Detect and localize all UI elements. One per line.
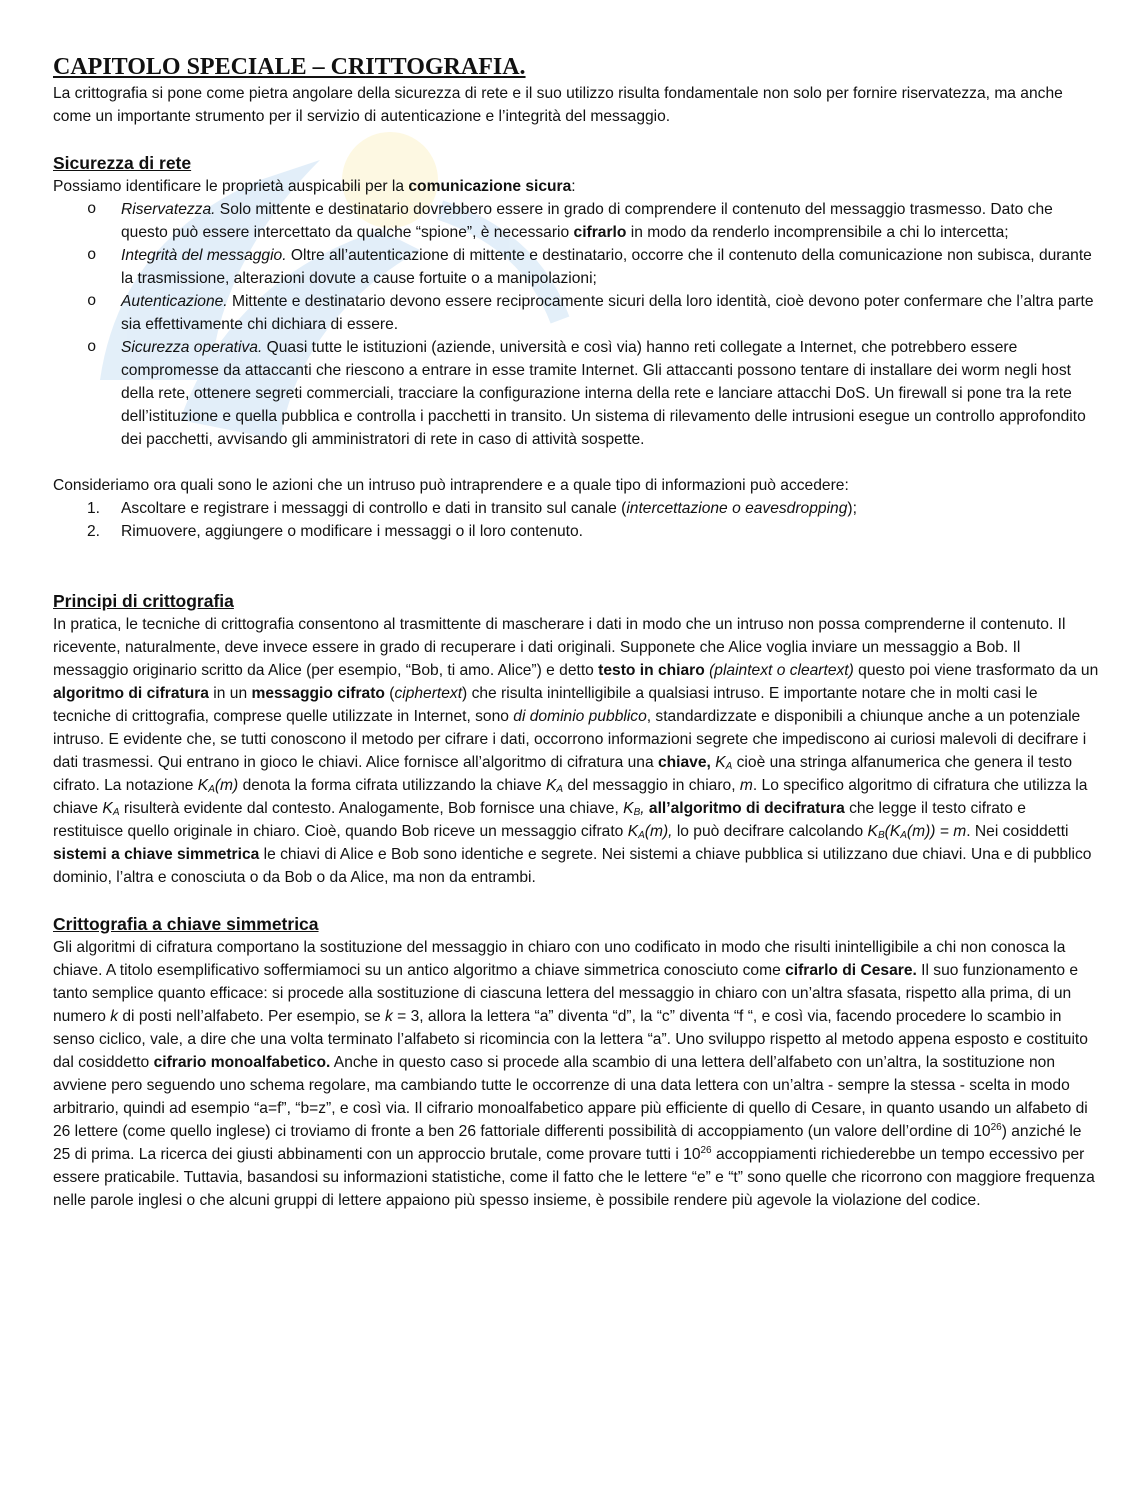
list-item-riservatezza: o Riservatezza. Solo mittente e destinatario dovrebbero essere in grado di comprendere il contenuto del messaggio trasmesso. Dato che questo può essere intercettato da qualche “spione”, è necessario cifrarlo in modo da renderlo incomprensibile a chi lo intercetta; xyxy=(53,198,1099,244)
heading-crittografia-chiave-simmetrica: Crittografia a chiave simmetrica xyxy=(53,914,319,934)
list-item-sicurezza-operativa: o Sicurezza operativa. Quasi tutte le istituzioni (aziende, università e così via) hanno reti collegate a Internet, che potrebbero essere compromesse da attaccanti che riescono a entrare in esse tramite Internet. Gli attaccanti possono tentare di installare dei worm negli host della rete, ottenere segreti commerciali, tracciare la configurazione interna della rete e lanciare attacchi DoS. Un firewall si pone tra la rete dell’istituzione e quella pubblica e controlla i pacchetti in transito. Un sistema di rilevamento delle intrusioni esegue un controllo approfondito dei pacchetti, avvisando gli amministratori di rete in caso di attività sospette. xyxy=(53,336,1099,451)
heading-sicurezza-di-rete: Sicurezza di rete xyxy=(53,153,192,173)
page-title: CAPITOLO SPECIALE – CRITTOGRAFIA. xyxy=(53,54,526,80)
list-item-autenticazione: o Autenticazione. Mittente e destinatario devono essere reciprocamente sicuri della loro identità, cioè devono poter confermare che l’altra parte sia effettivamente chi dichiara di essere. xyxy=(53,290,1099,336)
principles-paragraph: In pratica, le tecniche di crittografia consentono al trasmittente di mascherare i dati in modo che un intruso non possa comprenderne il contenuto. Il ricevente, naturalmente, deve invece essere in grado di recuperare i dati originali. Supponete che Alice voglia inviare un messaggio a Bob. Il messaggio originario scritto da Alice (per esempio, “Bob, ti amo. Alice”) e detto testo in chiaro (plaintext o cleartext) questo poi viene trasformato da un algoritmo di cifratura in un messaggio cifrato (ciphertext) che risulta inintelligibile a qualsiasi intruso. E importante notare che in molti casi le tecniche di crittografia, comprese quelle utilizzate in Internet, sono di dominio pubblico, standardizzate e disponibili a chiunque anche a un potenziale intruso. E evidente che, se tutti conoscono il metodo per cifrare i dati, occorrono informazioni segrete che impediscono ai curiosi malevoli di decifrare i dati trasmessi. Qui entrano in gioco le chiavi. Alice fornisce all’algoritmo di cifratura una chiave, $K_A$ cioè una stringa alfanumerica che genera il testo cifrato. La notazione $K_A(m)$ denota la forma cifrata utilizzando la chiave $K_A$ del messaggio in chiaro, m. Lo specifico algoritmo di cifratura che utilizza la chiave $K_A$ risulterà evidente dal contesto. Analogamente, Bob fornisce una chiave, $K_B$, all’algoritmo di decifratura che legge il testo cifrato e restituisce quello originale in chiaro. Cioè, quando Bob riceve un messaggio cifrato $K_A(m)$, lo può decifrare calcolando $K_B(K_A(m)) = m$. Nei cosiddetti sistemi a chiave simmetrica le chiavi di Alice e Bob sono identiche e segrete. Nei sistemi a chiave pubblica si utilizzano due chiavi. Una e di pubblico dominio, l’altra e conosciuta o da Bob o da Alice, ma non da entrambi. xyxy=(53,616,1099,886)
intro-paragraph: La crittografia si pone come pietra angolare della sicurezza di rete e il suo utilizzo risulta fondamentale non solo per fornire riservatezza, ma anche come un importante strumento per il servizio di autenticazione e l’integrità del messaggio. xyxy=(53,85,1063,125)
heading-principi-di-crittografia: Principi di crittografia xyxy=(53,591,234,611)
secure-communication-lead: Possiamo identificare le proprietà auspicabili per la comunicazione sicura: xyxy=(53,178,576,195)
list-item-ascoltare: 1. Ascoltare e registrare i messaggi di controllo e dati in transito sul canale (intercettazione o eavesdropping); xyxy=(87,500,857,517)
document-page xyxy=(53,52,1099,1212)
list-item-integrita: o Integrità del messaggio. Oltre all’autenticazione di mittente e destinatario, occorre che il contenuto della comunicazione non subisca, durante la trasmissione, alterazioni dovute a cause fortuite o a manipolazioni; xyxy=(53,244,1099,290)
symmetric-key-paragraph: Gli algoritmi di cifratura comportano la sostituzione del messaggio in chiaro con uno codificato in modo che risulti inintelligibile a chi non conosca la chiave. A titolo esemplificativo soffermiamoci su un antico algoritmo a chiave simmetrica conosciuto come cifrarlo di Cesare. Il suo funzionamento e tanto semplice quanto efficace: si procede alla sostituzione di ciascuna lettera del messaggio in chiaro con un’altra sfasata, rispetto alla prima, di un numero k di posti nell’alfabeto. Per esempio, se k = 3, allora la lettera “a” diventa “d”, la “c” diventa “f “, e così via, facendo procedere lo scambio in senso ciclico, vale, a dire che una volta terminato l’alfabeto si ricomincia con la lettera “a”. Uno sviluppo rispetto al metodo appena esposto e costituito dal cosiddetto cifrario monoalfabetico. Anche in questo caso si procede alla scambio di una lettera dell’alfabeto con un’altra, la sostituzione non avviene pero seguendo uno schema regolare, ma cambiando tutte le occorrenze di una data lettera con un’altra - sempre la stessa - scelta in modo arbitrario, quindi ad esempio “a=f”, “b=z”, e così via. Il cifrario monoalfabetico appare più efficiente di quello di Cesare, in quanto usando un alfabeto di 26 lettere (come quello inglese) ci troviamo di fronte a ben 26 fattoriale differenti possibilità di accoppiamento (un valore dell’ordine di $10^{26}$) anziché le 25 di prima. La ricerca dei giusti abbinamenti con un approccio brutale, come provare tutti i $10^{26}$ accoppiamenti richiederebbe un tempo eccessivo per essere praticabile. Tuttavia, basandosi su informazioni statistiche, come il fatto che le lettere “e” e “t” sono quelle che ricorrono con maggiore frequenza nelle parole inglesi o che alcuni gruppi di lettere appaiono più spesso insieme, è possibile rendere più agevole la violazione del codice. xyxy=(53,939,1095,1209)
properties-list xyxy=(53,198,1099,451)
list-item-rimuovere: 2. Rimuovere, aggiungere o modificare i messaggi o il loro contenuto. xyxy=(87,523,583,540)
intruder-actions-list xyxy=(53,497,1099,543)
intruder-actions-lead: Consideriamo ora quali sono le azioni che un intruso può intraprendere e a quale tipo di informazioni può accedere: xyxy=(53,477,849,494)
